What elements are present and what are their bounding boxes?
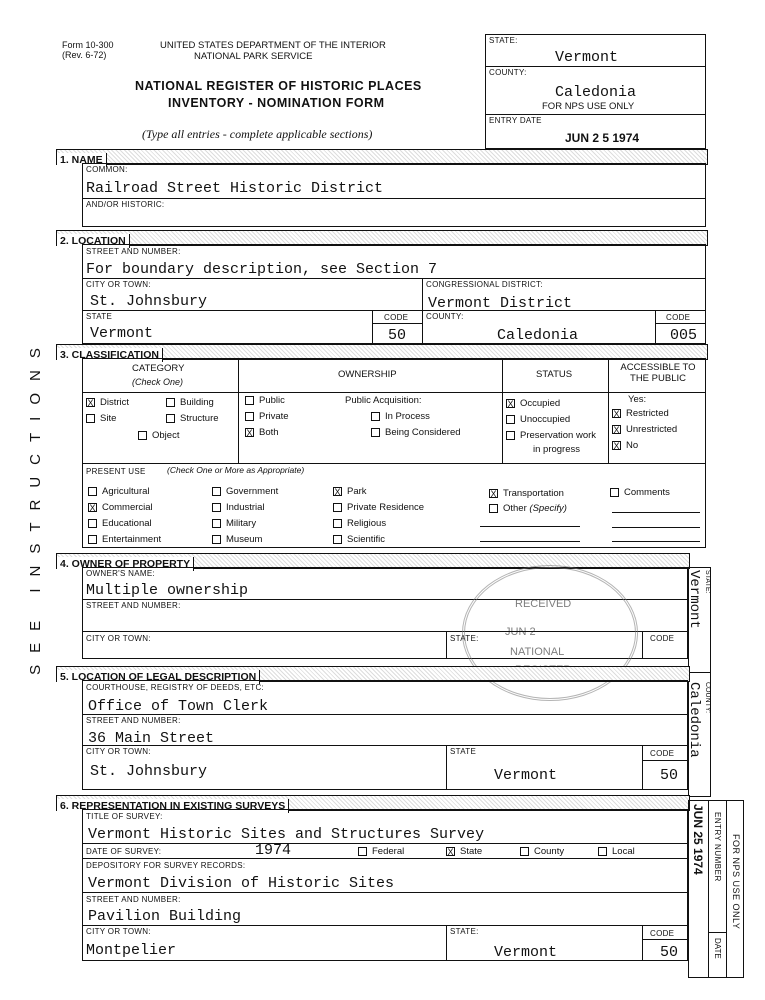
department: UNITED STATES DEPARTMENT OF THE INTERIOR: [160, 40, 386, 51]
survey-state-value: Vermont: [494, 944, 558, 961]
congressional-value: Vermont District: [428, 295, 573, 312]
own-both[interactable]: X Both: [246, 427, 279, 438]
use-transportation[interactable]: X Transportation: [490, 488, 564, 499]
form-revision: (Rev. 6-72): [62, 50, 107, 60]
survey-local[interactable]: Local: [598, 846, 635, 857]
use-industrial[interactable]: Industrial: [212, 502, 265, 513]
historic-label: AND/OR HISTORIC:: [86, 200, 165, 209]
form-subtitle: INVENTORY - NOMINATION FORM: [168, 96, 385, 110]
acq-being-considered[interactable]: Being Considered: [371, 427, 461, 438]
status-occupied[interactable]: X Occupied: [507, 398, 561, 409]
owner-city-label: CITY OR TOWN:: [86, 634, 151, 643]
survey-code-value: 50: [660, 944, 679, 961]
status-preservation[interactable]: Preservation work: [506, 430, 596, 441]
code-label-2: CODE: [666, 313, 691, 322]
legal-code-label: CODE: [650, 749, 675, 758]
section-name-header: 1. NAME: [56, 149, 708, 165]
owner-code-label: CODE: [650, 634, 675, 643]
accessible-title: ACCESSIBLE TO THE PUBLIC: [620, 362, 696, 384]
owner-street-label: STREET AND NUMBER:: [86, 601, 181, 610]
use-educational[interactable]: Educational: [88, 518, 152, 529]
owner-label: OWNER'S NAME:: [86, 569, 155, 578]
acc-restricted[interactable]: X Restricted: [613, 408, 669, 419]
use-other[interactable]: Other (Specify): [489, 503, 567, 514]
side-date-stamp: JUN 25 1974: [691, 804, 705, 875]
cat-site[interactable]: Site: [86, 413, 116, 424]
survey-title-label: TITLE OF SURVEY:: [86, 812, 163, 821]
use-park[interactable]: X Park: [334, 486, 367, 497]
acc-unrestricted[interactable]: X Unrestricted: [613, 424, 678, 435]
status-in-progress: in progress: [533, 444, 580, 455]
public-acquisition: Public Acquisition:: [345, 395, 422, 406]
side-state: Vermont STATE:: [686, 570, 711, 629]
survey-county[interactable]: County: [520, 846, 564, 857]
use-commercial[interactable]: X Commercial: [89, 502, 153, 513]
survey-code-label: CODE: [650, 929, 675, 938]
cat-object[interactable]: Object: [138, 430, 179, 441]
use-military[interactable]: Military: [212, 518, 256, 529]
nps-use-only: FOR NPS USE ONLY: [542, 101, 635, 112]
acc-yes: Yes:: [628, 394, 647, 405]
county-value-2: Caledonia: [497, 327, 579, 344]
owner-state-label: STATE:: [450, 634, 479, 643]
survey-city-label: CITY OR TOWN:: [86, 927, 151, 936]
county-code: 005: [670, 327, 698, 344]
legal-state-value: Vermont: [494, 767, 558, 784]
owner-value: Multiple ownership: [86, 582, 249, 599]
form-title: NATIONAL REGISTER OF HISTORIC PLACES: [135, 79, 422, 93]
survey-city-value: Montpelier: [86, 942, 177, 959]
survey-date-label: DATE OF SURVEY:: [86, 847, 162, 856]
received-stamp: RECEIVED JUN 2 NATIONAL: [462, 565, 638, 701]
use-scientific[interactable]: Scientific: [333, 534, 385, 545]
entry-date-label: ENTRY DATE: [489, 116, 542, 125]
survey-date-value: 1974: [255, 842, 292, 859]
date-side: DATE: [713, 938, 722, 959]
status-title: STATUS: [536, 369, 573, 380]
use-government[interactable]: Government: [212, 486, 278, 497]
state-value-2: Vermont: [90, 325, 154, 342]
own-public[interactable]: Public: [245, 395, 285, 406]
depository-value: Vermont Division of Historic Sites: [88, 875, 395, 892]
nps-use-only-side: FOR NPS USE ONLY: [731, 834, 741, 930]
county-value: Caledonia: [555, 84, 637, 101]
state-label-2: STATE: [86, 312, 113, 321]
legal-street-label: STREET AND NUMBER:: [86, 716, 181, 725]
survey-state[interactable]: X State: [447, 846, 483, 857]
survey-state-label: STATE:: [450, 927, 479, 936]
cat-structure[interactable]: Structure: [166, 413, 219, 424]
legal-state-label: STATE: [450, 747, 477, 756]
survey-federal[interactable]: Federal: [358, 846, 404, 857]
code-label: CODE: [384, 313, 409, 322]
legal-street-value: 36 Main Street: [88, 730, 215, 747]
service: NATIONAL PARK SERVICE: [194, 51, 313, 62]
survey-street-label: STREET AND NUMBER:: [86, 895, 181, 904]
cat-district[interactable]: X District: [87, 397, 130, 408]
check-one: (Check One): [132, 377, 184, 387]
section-location-header: 2. LOCATION: [56, 230, 708, 246]
use-religious[interactable]: Religious: [333, 518, 386, 529]
state-code: 50: [388, 327, 407, 344]
acc-no[interactable]: X No: [613, 440, 639, 451]
street-label: STREET AND NUMBER:: [86, 247, 181, 256]
section-legal-header: 5. LOCATION OF LEGAL DESCRIPTION: [56, 666, 690, 682]
use-entertainment[interactable]: Entertainment: [88, 534, 161, 545]
category-title: CATEGORY: [132, 363, 185, 374]
present-use-label: PRESENT USE: [86, 467, 146, 476]
present-use-note: (Check One or More as Appropriate): [167, 465, 305, 475]
status-unoccupied[interactable]: Unoccupied: [506, 414, 570, 425]
side-county: Caledonia COUNTY:: [686, 682, 711, 758]
own-private[interactable]: Private: [245, 411, 289, 422]
section-surveys-header: 6. REPRESENTATION IN EXISTING SURVEYS: [56, 795, 690, 811]
entry-date-stamp: JUN 2 5 1974: [565, 131, 640, 145]
entry-number-side: ENTRY NUMBER: [713, 812, 722, 882]
survey-title-value: Vermont Historic Sites and Structures Survey: [88, 826, 485, 843]
use-comments[interactable]: Comments: [610, 487, 670, 498]
street-value: For boundary description, see Section 7: [86, 261, 438, 278]
state-value: Vermont: [555, 49, 619, 66]
survey-street-value: Pavilion Building: [88, 908, 242, 925]
cat-building[interactable]: Building: [166, 397, 214, 408]
common-label: COMMON:: [86, 165, 128, 174]
common-name: Railroad Street Historic District: [86, 180, 384, 197]
ownership-title: OWNERSHIP: [338, 369, 397, 380]
see-instructions-side: SEE INSTRUCTIONS: [26, 335, 44, 675]
legal-city-value: St. Johnsbury: [90, 763, 208, 780]
state-label: STATE:: [489, 36, 518, 45]
city-label: CITY OR TOWN:: [86, 280, 151, 289]
county-label-2: COUNTY:: [426, 312, 464, 321]
acq-in-process[interactable]: In Process: [371, 411, 430, 422]
congressional-label: CONGRESSIONAL DISTRICT:: [426, 280, 543, 289]
type-instructions: (Type all entries - complete applicable sections): [142, 127, 373, 141]
county-label: COUNTY:: [489, 68, 527, 77]
use-museum[interactable]: Museum: [212, 534, 262, 545]
form-number: Form 10-300: [62, 40, 114, 50]
legal-code-value: 50: [660, 767, 679, 784]
use-private-residence[interactable]: Private Residence: [333, 502, 424, 513]
city-value: St. Johnsbury: [90, 293, 208, 310]
use-agricultural[interactable]: Agricultural: [88, 486, 150, 497]
section-owner-header: 4. OWNER OF PROPERTY: [56, 553, 690, 569]
courthouse-value: Office of Town Clerk: [88, 698, 269, 715]
legal-city-label: CITY OR TOWN:: [86, 747, 151, 756]
section-classification-header: 3. CLASSIFICATION: [56, 344, 708, 360]
depository-label: DEPOSITORY FOR SURVEY RECORDS:: [86, 861, 246, 870]
courthouse-label: COURTHOUSE, REGISTRY OF DEEDS, ETC:: [86, 683, 265, 692]
